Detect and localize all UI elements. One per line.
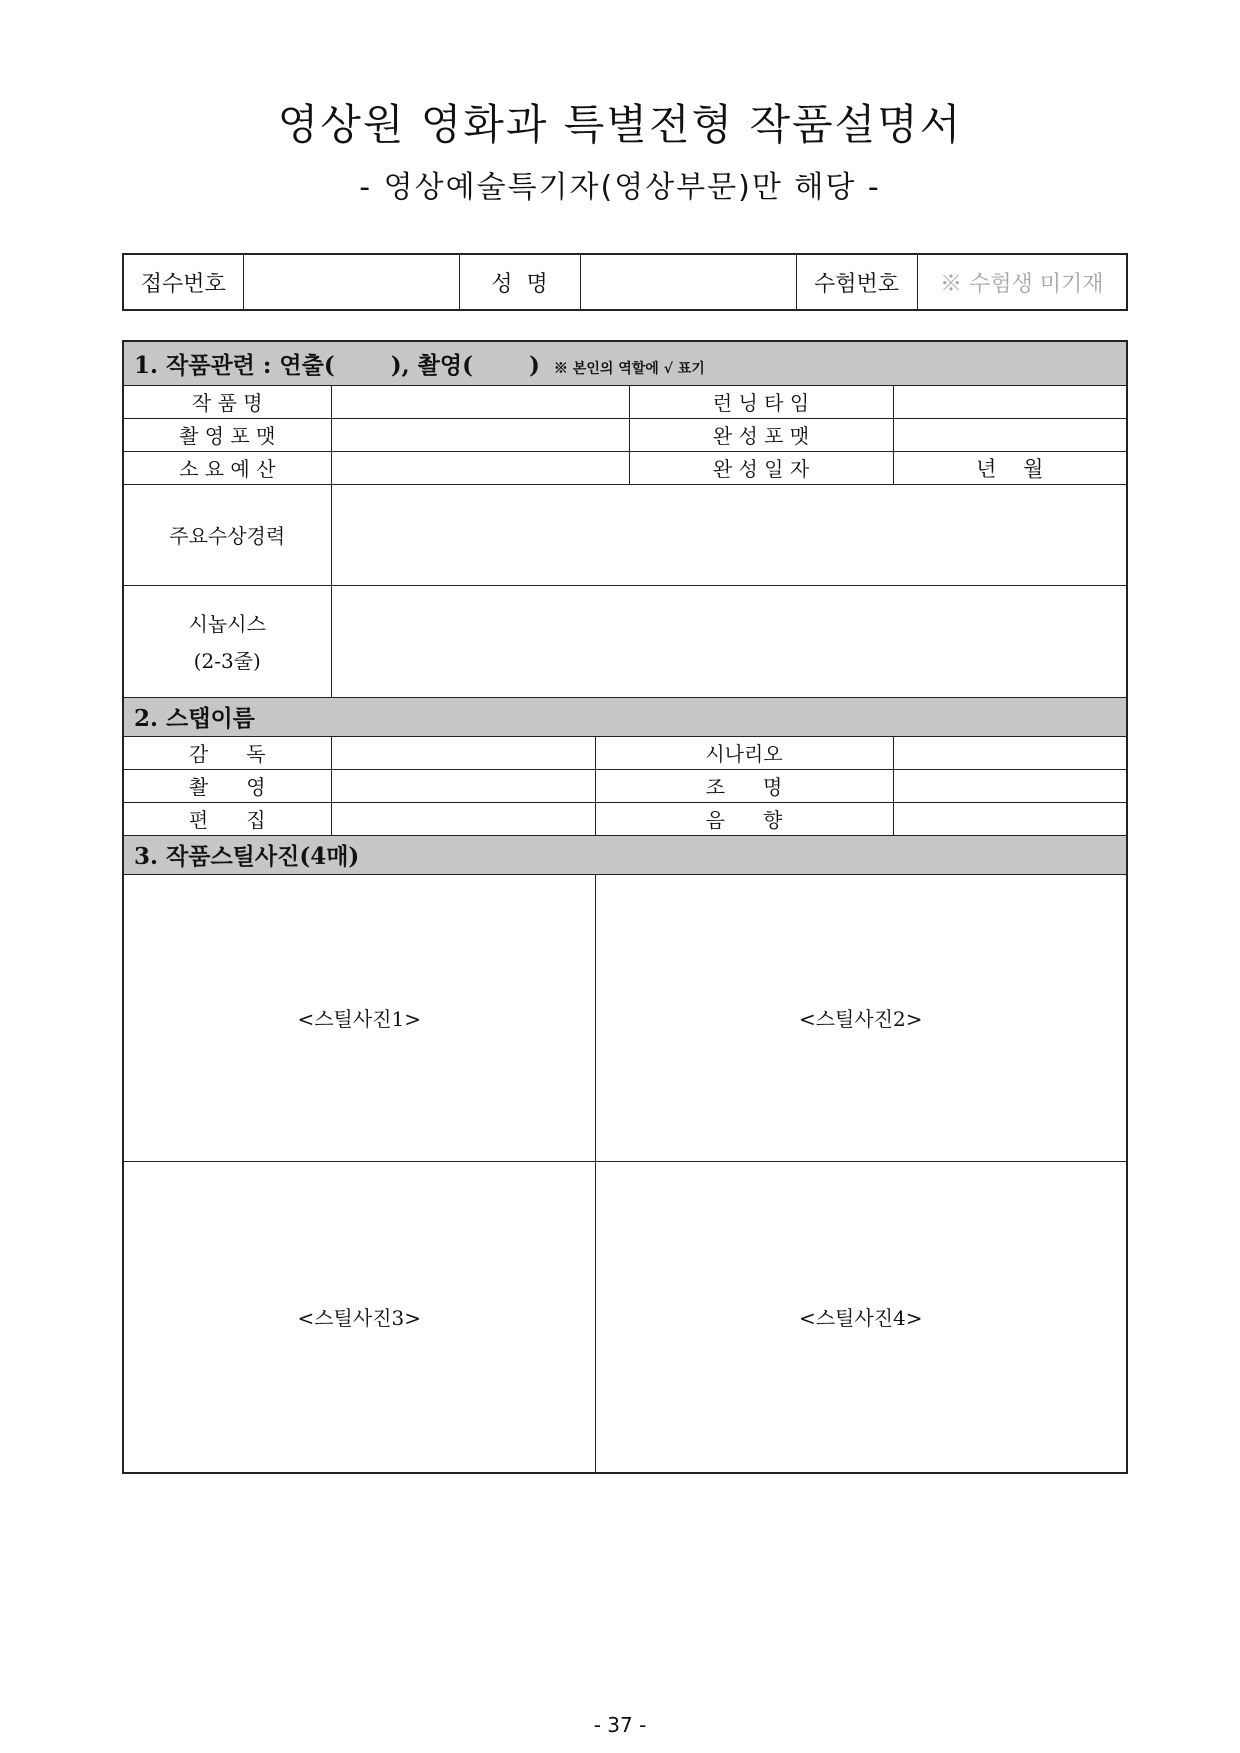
awards-field[interactable] [331, 484, 1127, 585]
synopsis-field[interactable] [331, 585, 1127, 697]
lighting-field[interactable] [893, 769, 1127, 802]
lighting-label: 조 명 [595, 769, 893, 802]
runtime-field[interactable] [893, 385, 1127, 418]
editing-label: 편 집 [123, 802, 331, 835]
applicant-info-table [122, 253, 1128, 311]
sound-label: 음 향 [595, 802, 893, 835]
budget-label: 소 요 예 산 [123, 451, 331, 484]
director-field[interactable] [331, 736, 595, 769]
shooting-format-field[interactable] [331, 418, 629, 451]
completion-date-field[interactable]: 년 월 [893, 451, 1127, 484]
synopsis-label: 시놉시스 [188, 612, 266, 636]
still-photo-1[interactable]: <스틸사진1> [123, 874, 595, 1161]
synopsis-hint: (2-3줄) [193, 649, 261, 673]
name-label: 성 명 [459, 254, 580, 310]
shooting-format-label: 촬 영 포 맷 [123, 418, 331, 451]
editing-field[interactable] [331, 802, 595, 835]
exam-number-label: 수험번호 [796, 254, 917, 310]
page-number: - 37 - [593, 1713, 647, 1737]
cinematography-field[interactable] [331, 769, 595, 802]
synopsis-label-cell [123, 585, 331, 697]
exam-number-field[interactable]: ※ 수험생 미기재 [917, 254, 1127, 310]
still-photo-4[interactable]: <스틸사진4> [595, 1161, 1127, 1473]
role-note: ※ 본인의 역할에 √ 표기 [553, 360, 705, 377]
budget-field[interactable] [331, 451, 629, 484]
name-field[interactable] [580, 254, 796, 310]
work-description-form [122, 340, 1128, 1474]
director-label: 감 독 [123, 736, 331, 769]
still-photo-3[interactable]: <스틸사진3> [123, 1161, 595, 1473]
receipt-number-label: 접수번호 [123, 254, 243, 310]
section-1-title: 1. 작품관련 : 연출( ), 촬영( ) [134, 351, 540, 379]
section-2-heading: 2. 스탭이름 [123, 697, 1127, 736]
still-photo-2[interactable]: <스틸사진2> [595, 874, 1127, 1161]
receipt-number-field[interactable] [243, 254, 459, 310]
work-title-field[interactable] [331, 385, 629, 418]
screenplay-label: 시나리오 [595, 736, 893, 769]
final-format-field[interactable] [893, 418, 1127, 451]
section-1-heading [123, 341, 1127, 385]
sound-field[interactable] [893, 802, 1127, 835]
completion-date-label: 완 성 일 자 [629, 451, 893, 484]
work-title-label: 작 품 명 [123, 385, 331, 418]
final-format-label: 완 성 포 맷 [629, 418, 893, 451]
awards-label: 주요수상경력 [123, 484, 331, 585]
screenplay-field[interactable] [893, 736, 1127, 769]
document-subtitle: - 영상예술특기자(영상부문)만 해당 - [359, 170, 881, 205]
cinematography-label: 촬 영 [123, 769, 331, 802]
runtime-label: 런 닝 타 임 [629, 385, 893, 418]
document-title: 영상원 영화과 특별전형 작품설명서 [277, 100, 963, 149]
section-3-heading: 3. 작품스틸사진(4매) [123, 835, 1127, 874]
